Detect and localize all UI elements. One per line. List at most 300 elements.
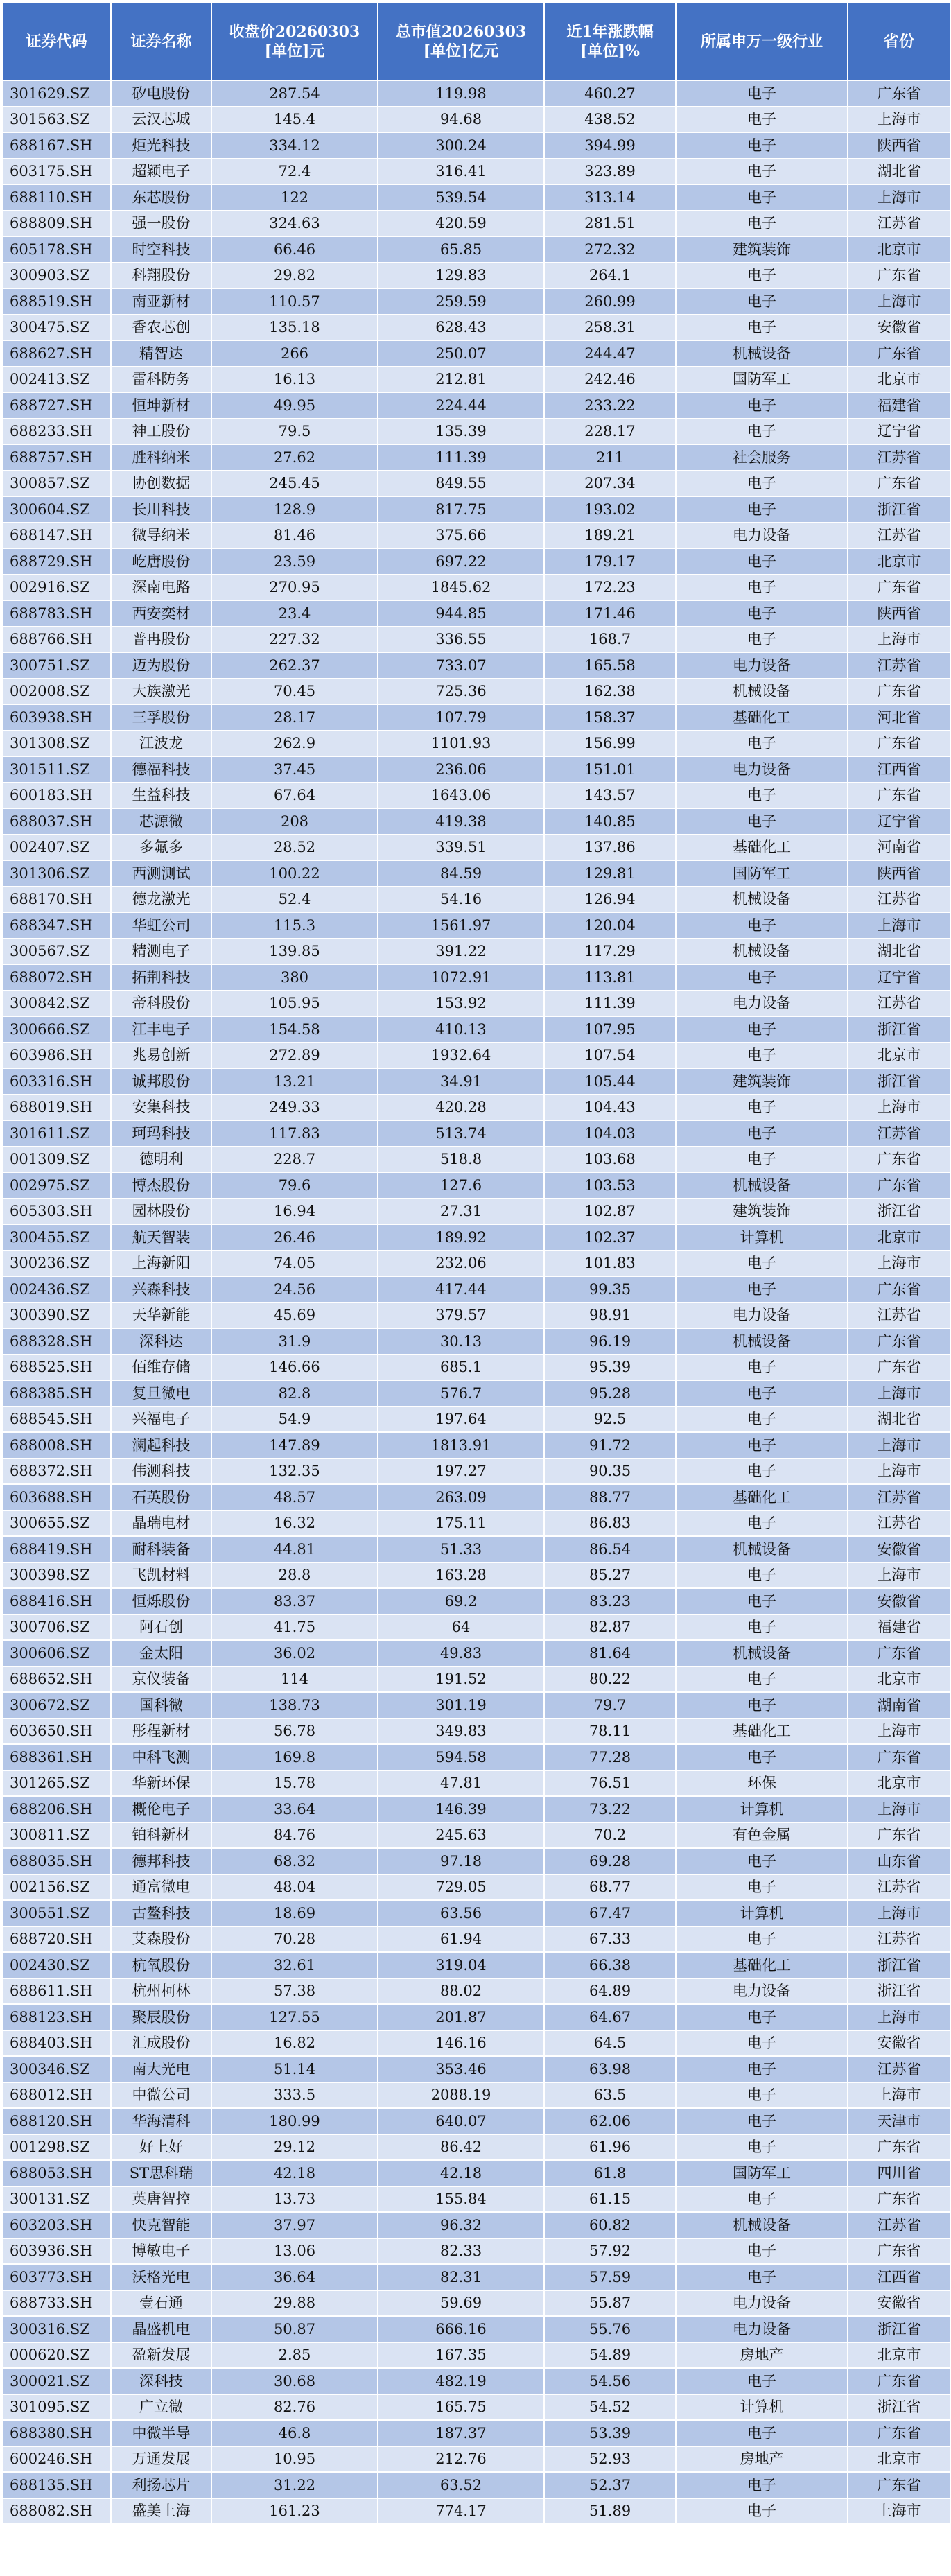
- cell-change-1y: 313.14: [544, 184, 676, 211]
- cell-code: 002156.SZ: [2, 1874, 111, 1901]
- cell-change-1y: 438.52: [544, 107, 676, 133]
- cell-close-price: 16.94: [211, 1199, 378, 1225]
- cell-market-cap: 628.43: [378, 315, 544, 341]
- cell-industry: 有色金属: [676, 1822, 848, 1849]
- cell-code: 300455.SZ: [2, 1224, 111, 1251]
- cell-name: 协创数据: [111, 471, 211, 497]
- cell-close-price: 56.78: [211, 1718, 378, 1745]
- cell-code: 688545.SH: [2, 1407, 111, 1433]
- cell-province: 四川省: [848, 2160, 950, 2186]
- cell-name: 中科飞测: [111, 1744, 211, 1770]
- table-row: [2, 1432, 950, 1459]
- cell-close-price: 31.9: [211, 1328, 378, 1355]
- cell-change-1y: 102.87: [544, 1199, 676, 1225]
- cell-close-price: 16.32: [211, 1511, 378, 1537]
- table-row: [2, 1459, 950, 1485]
- cell-close-price: 334.12: [211, 132, 378, 159]
- cell-code: 300903.SZ: [2, 263, 111, 289]
- table-row: [2, 1199, 950, 1225]
- cell-change-1y: 55.87: [544, 2290, 676, 2317]
- cell-name: 中微公司: [111, 2082, 211, 2109]
- cell-industry: 电子: [676, 548, 848, 575]
- cell-market-cap: 49.83: [378, 1640, 544, 1666]
- table-row: [2, 211, 950, 237]
- cell-industry: 计算机: [676, 1224, 848, 1251]
- cell-close-price: 83.37: [211, 1588, 378, 1615]
- cell-market-cap: 191.52: [378, 1666, 544, 1693]
- table-row: [2, 1224, 950, 1251]
- cell-market-cap: 224.44: [378, 392, 544, 419]
- cell-name: 好上好: [111, 2134, 211, 2161]
- cell-province: 上海市: [848, 288, 950, 315]
- cell-market-cap: 316.41: [378, 159, 544, 185]
- cell-industry: 电子: [676, 1874, 848, 1901]
- stock-table-container: [1, 1, 950, 2525]
- cell-code: 300475.SZ: [2, 315, 111, 341]
- cell-industry: 机械设备: [676, 939, 848, 965]
- cell-name: 兴森科技: [111, 1276, 211, 1303]
- cell-market-cap: 817.75: [378, 496, 544, 523]
- cell-province: 广东省: [848, 1276, 950, 1303]
- cell-industry: 基础化工: [676, 1952, 848, 1978]
- table-row: [2, 1303, 950, 1329]
- cell-industry: 计算机: [676, 1900, 848, 1926]
- cell-province: 上海市: [848, 184, 950, 211]
- cell-market-cap: 30.13: [378, 1328, 544, 1355]
- table-row: [2, 2342, 950, 2369]
- cell-industry: 电子: [676, 1432, 848, 1459]
- cell-close-price: 16.82: [211, 2030, 378, 2057]
- cell-close-price: 13.73: [211, 2186, 378, 2213]
- cell-code: 688652.SH: [2, 1666, 111, 1693]
- cell-change-1y: 96.19: [544, 1328, 676, 1355]
- cell-close-price: 28.52: [211, 835, 378, 861]
- cell-industry: 电子: [676, 1563, 848, 1589]
- cell-close-price: 37.45: [211, 756, 378, 783]
- cell-province: 浙江省: [848, 1068, 950, 1095]
- cell-industry: 建筑装饰: [676, 1199, 848, 1225]
- header-change-1y: [544, 2, 676, 80]
- cell-market-cap: 129.83: [378, 263, 544, 289]
- cell-close-price: 29.88: [211, 2290, 378, 2317]
- cell-code: 688167.SH: [2, 132, 111, 159]
- cell-close-price: 52.4: [211, 887, 378, 913]
- header-chg-label: 近1年涨跌幅: [566, 22, 654, 41]
- cell-close-price: 74.05: [211, 1251, 378, 1277]
- cell-close-price: 333.5: [211, 2082, 378, 2109]
- cell-code: 300131.SZ: [2, 2186, 111, 2213]
- table-row: [2, 288, 950, 315]
- cell-close-price: 380: [211, 964, 378, 991]
- cell-province: 广东省: [848, 2472, 950, 2498]
- cell-market-cap: 97.18: [378, 1848, 544, 1874]
- cell-market-cap: 379.57: [378, 1303, 544, 1329]
- cell-market-cap: 59.69: [378, 2290, 544, 2317]
- cell-change-1y: 52.37: [544, 2472, 676, 2498]
- cell-province: 上海市: [848, 1796, 950, 1822]
- cell-name: 华新环保: [111, 1770, 211, 1797]
- cell-change-1y: 95.28: [544, 1380, 676, 1407]
- cell-province: 北京市: [848, 1770, 950, 1797]
- cell-market-cap: 417.44: [378, 1276, 544, 1303]
- table-row: [2, 263, 950, 289]
- cell-close-price: 49.95: [211, 392, 378, 419]
- cell-market-cap: 1643.06: [378, 783, 544, 809]
- cell-change-1y: 91.72: [544, 1432, 676, 1459]
- cell-name: 华海清科: [111, 2108, 211, 2134]
- cell-close-price: 127.55: [211, 2004, 378, 2030]
- cell-province: 广东省: [848, 731, 950, 757]
- cell-name: 利扬芯片: [111, 2472, 211, 2498]
- cell-industry: 建筑装饰: [676, 1068, 848, 1095]
- cell-market-cap: 339.51: [378, 835, 544, 861]
- cell-market-cap: 119.98: [378, 80, 544, 107]
- table-row: [2, 1692, 950, 1718]
- cell-close-price: 145.4: [211, 107, 378, 133]
- cell-market-cap: 82.33: [378, 2238, 544, 2265]
- cell-industry: 电子: [676, 159, 848, 185]
- cell-change-1y: 55.76: [544, 2316, 676, 2342]
- cell-name: 矽电股份: [111, 80, 211, 107]
- cell-code: 688720.SH: [2, 1926, 111, 1953]
- cell-name: 晶盛机电: [111, 2316, 211, 2342]
- cell-market-cap: 245.63: [378, 1822, 544, 1849]
- cell-change-1y: 260.99: [544, 288, 676, 315]
- cell-province: 上海市: [848, 912, 950, 939]
- cell-close-price: 15.78: [211, 1770, 378, 1797]
- table-row: [2, 1770, 950, 1797]
- cell-close-price: 66.46: [211, 236, 378, 263]
- cell-change-1y: 193.02: [544, 496, 676, 523]
- table-row: [2, 600, 950, 627]
- cell-code: 688233.SH: [2, 419, 111, 445]
- table-row: [2, 496, 950, 523]
- cell-province: 广东省: [848, 1355, 950, 1381]
- cell-market-cap: 175.11: [378, 1511, 544, 1537]
- cell-code: 688082.SH: [2, 2498, 111, 2525]
- header-close-unit: [单位]元: [264, 42, 325, 60]
- cell-code: 301511.SZ: [2, 756, 111, 783]
- cell-close-price: 13.21: [211, 1068, 378, 1095]
- table-row: [2, 964, 950, 991]
- cell-change-1y: 68.77: [544, 1874, 676, 1901]
- cell-province: 辽宁省: [848, 419, 950, 445]
- cell-code: 688206.SH: [2, 1796, 111, 1822]
- cell-market-cap: 300.24: [378, 132, 544, 159]
- cell-change-1y: 63.98: [544, 2056, 676, 2082]
- table-row: [2, 2134, 950, 2161]
- cell-code: 688611.SH: [2, 1978, 111, 2005]
- cell-market-cap: 127.6: [378, 1172, 544, 1199]
- cell-province: 广东省: [848, 783, 950, 809]
- cell-industry: 电子: [676, 471, 848, 497]
- table-row: [2, 783, 950, 809]
- cell-market-cap: 1932.64: [378, 1043, 544, 1069]
- cell-change-1y: 86.83: [544, 1511, 676, 1537]
- cell-change-1y: 67.47: [544, 1900, 676, 1926]
- cell-market-cap: 301.19: [378, 1692, 544, 1718]
- cell-code: 605178.SH: [2, 236, 111, 263]
- cell-close-price: 46.8: [211, 2420, 378, 2446]
- cell-province: 安徽省: [848, 1536, 950, 1563]
- cell-province: 江苏省: [848, 1120, 950, 1147]
- cell-name: 快克智能: [111, 2212, 211, 2238]
- cell-close-price: 208: [211, 808, 378, 835]
- cell-industry: 电子: [676, 1615, 848, 1641]
- cell-industry: 电力设备: [676, 991, 848, 1017]
- cell-close-price: 23.4: [211, 600, 378, 627]
- cell-code: 300706.SZ: [2, 1615, 111, 1641]
- cell-close-price: 57.38: [211, 1978, 378, 2005]
- cell-industry: 房地产: [676, 2342, 848, 2369]
- cell-code: 002975.SZ: [2, 1172, 111, 1199]
- cell-code: 300811.SZ: [2, 1822, 111, 1849]
- cell-industry: 建筑装饰: [676, 236, 848, 263]
- cell-close-price: 44.81: [211, 1536, 378, 1563]
- cell-name: 石英股份: [111, 1484, 211, 1511]
- cell-name: 香农芯创: [111, 315, 211, 341]
- table-row: [2, 1407, 950, 1433]
- cell-market-cap: 729.05: [378, 1874, 544, 1901]
- cell-close-price: 50.87: [211, 2316, 378, 2342]
- cell-change-1y: 57.59: [544, 2264, 676, 2290]
- table-row: [2, 1640, 950, 1666]
- cell-code: 600183.SH: [2, 783, 111, 809]
- table-row: [2, 2004, 950, 2030]
- cell-code: 688416.SH: [2, 1588, 111, 1615]
- cell-change-1y: 73.22: [544, 1796, 676, 1822]
- cell-change-1y: 104.43: [544, 1095, 676, 1121]
- cell-name: 壹石通: [111, 2290, 211, 2317]
- cell-name: 园林股份: [111, 1199, 211, 1225]
- cell-industry: 电子: [676, 1407, 848, 1433]
- cell-change-1y: 460.27: [544, 80, 676, 107]
- cell-code: 688519.SH: [2, 288, 111, 315]
- cell-province: 福建省: [848, 392, 950, 419]
- cell-industry: 电子: [676, 263, 848, 289]
- cell-market-cap: 518.8: [378, 1147, 544, 1173]
- cell-name: 迈为股份: [111, 652, 211, 679]
- cell-industry: 机械设备: [676, 2212, 848, 2238]
- cell-change-1y: 101.83: [544, 1251, 676, 1277]
- cell-name: 江丰电子: [111, 1016, 211, 1043]
- cell-industry: 电子: [676, 600, 848, 627]
- cell-name: 精智达: [111, 340, 211, 367]
- cell-province: 广东省: [848, 471, 950, 497]
- cell-industry: 电子: [676, 496, 848, 523]
- cell-close-price: 161.23: [211, 2498, 378, 2525]
- cell-close-price: 262.9: [211, 731, 378, 757]
- cell-close-price: 132.35: [211, 1459, 378, 1485]
- cell-market-cap: 666.16: [378, 2316, 544, 2342]
- cell-province: 安徽省: [848, 315, 950, 341]
- cell-province: 天津市: [848, 2108, 950, 2134]
- cell-close-price: 28.8: [211, 1563, 378, 1589]
- cell-change-1y: 244.47: [544, 340, 676, 367]
- cell-province: 广东省: [848, 679, 950, 705]
- cell-change-1y: 80.22: [544, 1666, 676, 1693]
- table-row: [2, 912, 950, 939]
- cell-change-1y: 77.28: [544, 1744, 676, 1770]
- cell-market-cap: 201.87: [378, 2004, 544, 2030]
- cell-change-1y: 129.81: [544, 860, 676, 887]
- cell-code: 300316.SZ: [2, 2316, 111, 2342]
- cell-name: 国科微: [111, 1692, 211, 1718]
- cell-province: 北京市: [848, 1043, 950, 1069]
- cell-market-cap: 513.74: [378, 1120, 544, 1147]
- table-row: [2, 1380, 950, 1407]
- cell-change-1y: 394.99: [544, 132, 676, 159]
- cell-code: 002916.SZ: [2, 575, 111, 601]
- cell-code: 300021.SZ: [2, 2368, 111, 2394]
- cell-province: 广东省: [848, 575, 950, 601]
- cell-close-price: 51.14: [211, 2056, 378, 2082]
- table-row: [2, 575, 950, 601]
- cell-industry: 机械设备: [676, 887, 848, 913]
- cell-industry: 电子: [676, 2368, 848, 2394]
- cell-change-1y: 66.38: [544, 1952, 676, 1978]
- cell-province: 江苏省: [848, 2056, 950, 2082]
- cell-market-cap: 576.7: [378, 1380, 544, 1407]
- header-code: [2, 2, 111, 80]
- cell-name: 中微半导: [111, 2420, 211, 2446]
- cell-change-1y: 103.53: [544, 1172, 676, 1199]
- cell-code: 002407.SZ: [2, 835, 111, 861]
- cell-code: 688035.SH: [2, 1848, 111, 1874]
- cell-market-cap: 849.55: [378, 471, 544, 497]
- cell-change-1y: 162.38: [544, 679, 676, 705]
- cell-close-price: 68.32: [211, 1848, 378, 1874]
- cell-province: 浙江省: [848, 1016, 950, 1043]
- cell-code: 688783.SH: [2, 600, 111, 627]
- cell-close-price: 262.37: [211, 652, 378, 679]
- cell-close-price: 287.54: [211, 80, 378, 107]
- cell-province: 河北省: [848, 704, 950, 731]
- table-row: [2, 1276, 950, 1303]
- table-row: [2, 2498, 950, 2525]
- table-row: [2, 1848, 950, 1874]
- cell-code: 300857.SZ: [2, 471, 111, 497]
- cell-province: 陕西省: [848, 860, 950, 887]
- cell-change-1y: 264.1: [544, 263, 676, 289]
- table-row: [2, 2316, 950, 2342]
- cell-change-1y: 140.85: [544, 808, 676, 835]
- cell-name: 耐科装备: [111, 1536, 211, 1563]
- cell-change-1y: 70.2: [544, 1822, 676, 1849]
- cell-province: 广东省: [848, 2134, 950, 2161]
- cell-close-price: 105.95: [211, 991, 378, 1017]
- cell-code: 688135.SH: [2, 2472, 111, 2498]
- cell-industry: 基础化工: [676, 1484, 848, 1511]
- cell-code: 301095.SZ: [2, 2394, 111, 2421]
- cell-name: 炬光科技: [111, 132, 211, 159]
- cell-code: 301563.SZ: [2, 107, 111, 133]
- table-row: [2, 80, 950, 107]
- cell-name: 德邦科技: [111, 1848, 211, 1874]
- cell-close-price: 139.85: [211, 939, 378, 965]
- table-row: [2, 2420, 950, 2446]
- cell-change-1y: 151.01: [544, 756, 676, 783]
- cell-province: 北京市: [848, 236, 950, 263]
- cell-industry: 电子: [676, 1926, 848, 1953]
- cell-name: 阿石创: [111, 1615, 211, 1641]
- cell-market-cap: 111.39: [378, 444, 544, 471]
- cell-code: 600246.SH: [2, 2446, 111, 2473]
- cell-province: 浙江省: [848, 2394, 950, 2421]
- cell-province: 上海市: [848, 107, 950, 133]
- cell-market-cap: 165.75: [378, 2394, 544, 2421]
- cell-province: 上海市: [848, 1563, 950, 1589]
- cell-close-price: 70.45: [211, 679, 378, 705]
- cell-name: 华虹公司: [111, 912, 211, 939]
- cell-code: 301306.SZ: [2, 860, 111, 887]
- cell-industry: 电子: [676, 1276, 848, 1303]
- cell-change-1y: 211: [544, 444, 676, 471]
- cell-code: 301611.SZ: [2, 1120, 111, 1147]
- cell-province: 浙江省: [848, 2316, 950, 2342]
- cell-close-price: 48.57: [211, 1484, 378, 1511]
- cell-code: 002436.SZ: [2, 1276, 111, 1303]
- table-row: [2, 1615, 950, 1641]
- cell-close-price: 72.4: [211, 159, 378, 185]
- cell-code: 300606.SZ: [2, 1640, 111, 1666]
- cell-industry: 机械设备: [676, 1536, 848, 1563]
- cell-close-price: 41.75: [211, 1615, 378, 1641]
- cell-code: 603773.SH: [2, 2264, 111, 2290]
- cell-industry: 电力设备: [676, 756, 848, 783]
- cell-change-1y: 82.87: [544, 1615, 676, 1641]
- cell-province: 江苏省: [848, 1484, 950, 1511]
- table-row: [2, 1043, 950, 1069]
- cell-province: 陕西省: [848, 132, 950, 159]
- cell-industry: 电子: [676, 107, 848, 133]
- table-row: [2, 1016, 950, 1043]
- cell-code: 300604.SZ: [2, 496, 111, 523]
- cell-name: 沃格光电: [111, 2264, 211, 2290]
- cell-market-cap: 63.52: [378, 2472, 544, 2498]
- cell-market-cap: 640.07: [378, 2108, 544, 2134]
- cell-province: 浙江省: [848, 1199, 950, 1225]
- cell-province: 江苏省: [848, 887, 950, 913]
- cell-close-price: 249.33: [211, 1095, 378, 1121]
- cell-industry: 电子: [676, 2498, 848, 2525]
- cell-market-cap: 82.31: [378, 2264, 544, 2290]
- cell-market-cap: 135.39: [378, 419, 544, 445]
- cell-code: 688012.SH: [2, 2082, 111, 2109]
- cell-province: 辽宁省: [848, 808, 950, 835]
- table-row: [2, 1120, 950, 1147]
- cell-market-cap: 84.59: [378, 860, 544, 887]
- cell-name: 飞凯材料: [111, 1563, 211, 1589]
- cell-province: 上海市: [848, 1718, 950, 1745]
- cell-industry: 电子: [676, 1016, 848, 1043]
- cell-province: 上海市: [848, 2498, 950, 2525]
- cell-market-cap: 94.68: [378, 107, 544, 133]
- cell-change-1y: 90.35: [544, 1459, 676, 1485]
- cell-industry: 电子: [676, 2238, 848, 2265]
- cell-code: 603175.SH: [2, 159, 111, 185]
- cell-market-cap: 725.36: [378, 679, 544, 705]
- cell-close-price: 169.8: [211, 1744, 378, 1770]
- cell-name: 杭氧股份: [111, 1952, 211, 1978]
- cell-name: 德福科技: [111, 756, 211, 783]
- cell-name: 微导纳米: [111, 523, 211, 549]
- table-row: [2, 2264, 950, 2290]
- cell-name: 珂玛科技: [111, 1120, 211, 1147]
- cell-province: 江苏省: [848, 1926, 950, 1953]
- table-row: [2, 991, 950, 1017]
- table-body: [2, 80, 950, 2524]
